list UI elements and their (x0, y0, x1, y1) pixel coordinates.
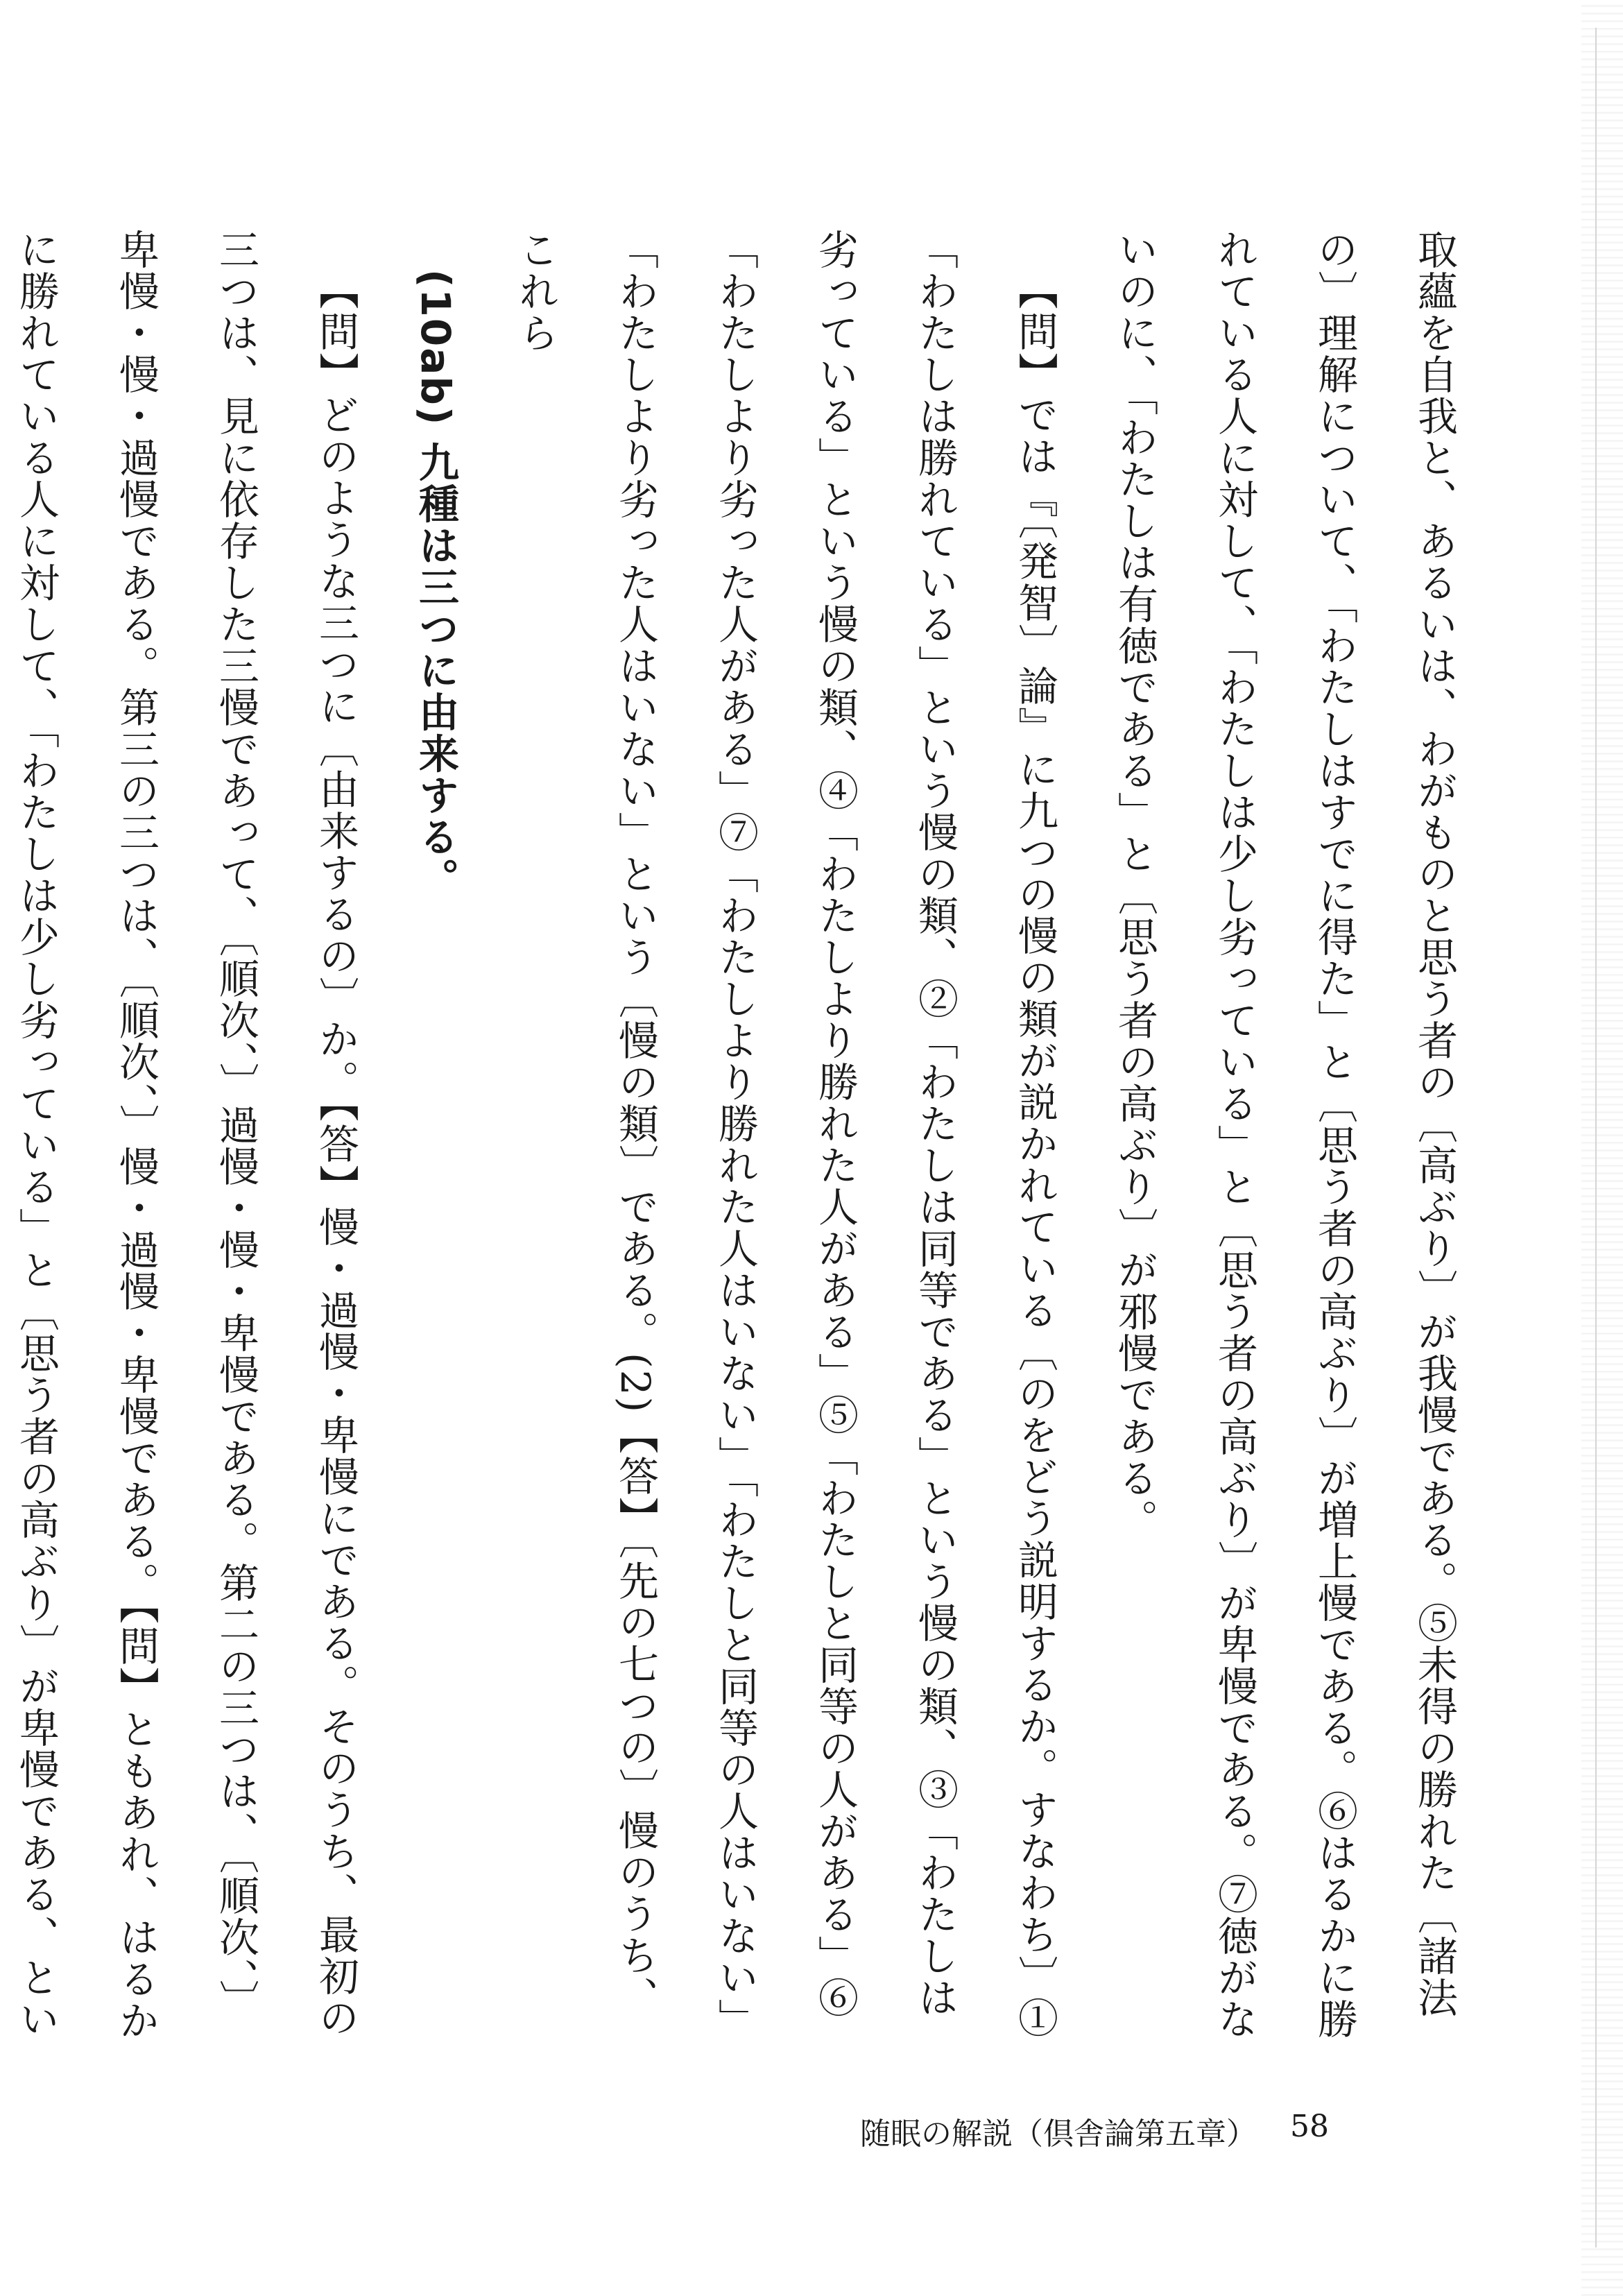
section-heading: (10ab) 九種は三つに由来する。 (412, 269, 459, 900)
scan-edge-shading (1581, 0, 1623, 2296)
paragraph-3: 【問】どのような三つに〔由来するの〕か。【答】慢・過慢・卑慢にである。そのうち、最初の三つは、見に依存した三慢であって、〔順次、〕過慢・慢・卑慢である。第二の三つは、〔順次、〕卑慢・慢・過慢である。第三の三つは、〔順次、〕慢・過慢・卑慢である。【問】ともあれ、はるかに勝れている人に対して、「わたしは少し劣っている」と〔思う者の高ぶり〕が卑慢である、とい (12, 229, 359, 2041)
running-title: 随眠の解説（倶舎論第五章） (860, 2116, 1257, 2152)
scan-edge-line (1595, 28, 1597, 2247)
page-number: 58 (1290, 2109, 1329, 2144)
main-text-block (12, 229, 1484, 2046)
paragraph-1: 取蘊を自我と、あるいは、わがものと思う者の〔高ぶり〕が我慢である。⑤未得の勝れた〔諸法の〕理解について、「わたしはすでに得た」と〔思う者の高ぶり〕が増上慢である。⑥はるかに勝れている人に対して、「わたしは少し劣っている」と〔思う者の高ぶり〕が卑慢である。⑦徳がないのに、「わたしは有徳である」と〔思う者の高ぶり〕が邪慢である。 (1111, 229, 1458, 2040)
paragraph-2: 【問】では『〔発智〕論』に九つの慢の類が説かれている〔のをどう説明するか。すなわち〕①「わたしは勝れている」という慢の類、②「わたしは同等である」という慢の類、③「わたしは劣っている」という慢の類、④「わたしより勝れた人がある」⑤「わたしと同等の人がある」⑥「わたしより劣った人がある」⑦「わたしより勝れた人はいない」「わたしと同等の人はいない」「わたしより劣った人はいない」という〔慢の類〕である。(2)【答】〔先の七つの〕慢のうち、これら (512, 229, 1058, 2040)
